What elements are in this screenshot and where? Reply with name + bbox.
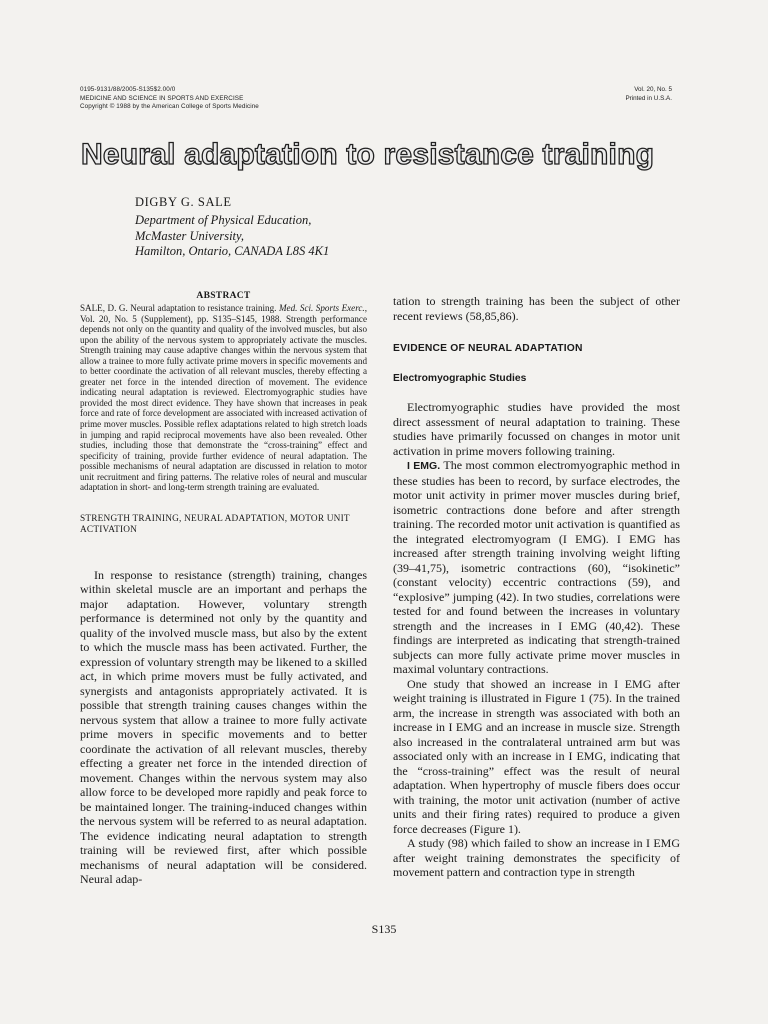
continuation-paragraph: tation to strength training has been the subject of other recent reviews (58,85,86). (393, 294, 680, 323)
header-line: MEDICINE AND SCIENCE IN SPORTS AND EXERCISE (80, 94, 244, 102)
subsection-heading: Electromyographic Studies (393, 372, 527, 384)
body-paragraph: One study that showed an increase in I EMG after weight training is illustrated in Figure 1 (75). In the trained arm, the increase in strength was associated with both an increase in I EMG and an increase in muscle size. Strength also increased in the contralateral untrained arm but was associated only with an increase in I EMG, indicating that the “cross-training” effect was the result of neural adaptation. When hypertrophy of muscle fibers does occur with training, the motor unit activation (number of active units and their firing rates) required to produce a given force decreases (Figure 1). (393, 676, 680, 836)
abstract-body (80, 303, 367, 493)
paragraph-text: The most common electromyographic method in these studies has been to record, by surface electrodes, the motor unit activity in primer mover muscles during brief, isometric contractions done before and after strength training. The recorded motor unit activation is quantified as the integrated electromyogram (I EMG). I EMG has increased after strength training involving weight lifting (39–41,75), isometric contractions (60), “isokinetic” (constant velocity) eccentric contractions (59), and “explosive” jumping (42). In two studies, correlations were tested for and found between the increases in voluntary strength and the increases in I EMG (40,42). These findings are interpreted as indicating that strength-trained subjects can more fully activate prime mover muscles in maximal voluntary contractions. (393, 458, 680, 676)
journal-header-right (625, 86, 672, 103)
run-in-heading: I EMG. (407, 460, 441, 472)
abstract-citation-prefix: SALE, D. G. Neural adaptation to resistance training. (80, 303, 279, 313)
section-heading: EVIDENCE OF NEURAL ADAPTATION (393, 343, 583, 354)
intro-paragraph: In response to resistance (strength) training, changes within skeletal muscle are an important and perhaps the major adaptation. However, voluntary strength performance is determined not only by the quantity and quality of the involved muscle mass, but also by the extent to which the muscle mass has been activated. Further, the expression of voluntary strength may be likened to a skilled act, in which prime movers must be fully activated, and synergists and antagonists appropriately activated. It is possible that strength training causes changes within the nervous system that allow a trainee to more fully activate prime movers in specific movements and to better coordinate the activation of all relevant muscles, thereby effecting a greater net force in the intended direction of movement. Changes within the nervous system may also allow force to be developed more rapidly and peak force to be maintained longer. The training-induced changes within the nervous system will be referred to as neural adaptation. The evidence indicating neural adaptation to strength training will be reviewed first, after which possible mechanisms of neural adaptation will be considered. Neural adap- (80, 567, 367, 887)
header-line: Printed in U.S.A. (625, 94, 672, 102)
abstract-citation-suffix: , Vol. 20, No. 5 (Supplement), pp. S135–S145, 1988. (80, 303, 367, 324)
header-line: Vol. 20, No. 5 (634, 86, 672, 93)
journal-header-left (80, 86, 259, 112)
keywords: STRENGTH TRAINING, NEURAL ADAPTATION, MOTOR UNIT ACTIVATION (80, 513, 350, 535)
affiliation-line: McMaster University, (135, 228, 245, 243)
affiliation-line: Department of Physical Education, (135, 213, 312, 227)
affiliation-line: Hamilton, Ontario, CANADA L8S 4K1 (135, 244, 330, 258)
abstract-heading: ABSTRACT (196, 291, 251, 301)
header-line: 0195-9131/88/2005-S135$2.00/0 (80, 86, 176, 93)
body-paragraph-iemg (393, 458, 680, 677)
author-name: DIGBY G. SALE (135, 195, 232, 209)
abstract-journal: Med. Sci. Sports Exerc. (278, 303, 365, 313)
abstract-text: Strength performance depends not only on the quantity and quality of the involved muscles, but also upon the ability of the nervous system to appropriately activate the muscles. Strength training may cause adaptive changes within the nervous system that allow a trainee to more fully activate prime movers in specific movements and to better coordinate the activation of all relevant muscles, thereby effecting a greater net force in the intended direction of movement. The evidence indicating neural adaptation is reviewed. Electromyographic studies have provided the most direct evidence. They have shown that increases in peak force and rate of force development are associated with increased activation of prime mover muscles. Possible reflex adaptations related to high stretch loads in jumping and rapid reciprocal movements have also been revealed. Other studies, including those that demonstrate the “cross-training” effect and specificity of training, provide further evidence of neural adaptation. The possible mechanisms of neural adaptation are discussed in relation to motor unit recruitment and firing patterns. The relative roles of neural and muscular adaptation in short- and long-term strength training are evaluated. (80, 313, 367, 493)
page-number: S135 (371, 922, 397, 936)
body-paragraph: Electromyographic studies have provided the most direct assessment of neural adaptation to training. These studies have primarily focussed on changes in motor unit activation in prime movers following training. (393, 400, 680, 458)
header-line: Copyright © 1988 by the American College of Sports Medicine (80, 103, 259, 111)
left-column (80, 291, 367, 887)
article-title: Neural adaptation to resistance training (81, 138, 655, 171)
body-paragraph: A study (98) which failed to show an increase in I EMG after weight training demonstrates the specificity of movement pattern and contraction type in strength (393, 836, 680, 879)
author-affiliation (135, 213, 329, 260)
right-column (393, 294, 680, 880)
